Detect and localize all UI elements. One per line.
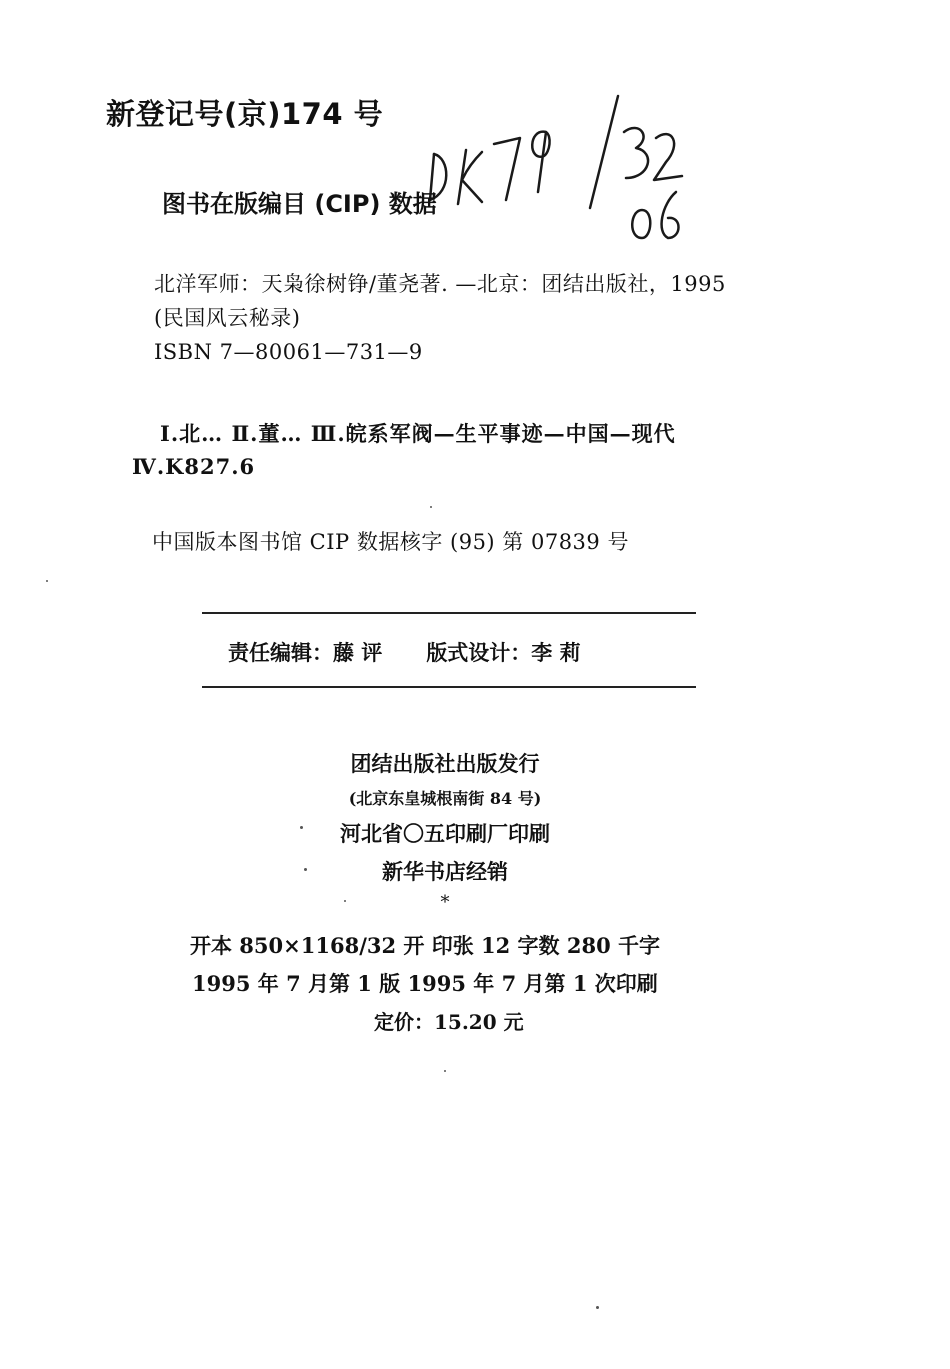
cip-classification-line: Ⅳ.K827.6 (132, 454, 256, 479)
cip-approval-line: 中国版本图书馆 CIP 数据核字 (95) 第 07839 号 (152, 530, 629, 554)
cip-series-line: (民国风云秘录) (154, 306, 301, 330)
scan-speck (344, 900, 346, 902)
publisher-line: 团结出版社出版发行 (350, 751, 540, 776)
printer-line: 河北省〇五印刷厂印刷 (340, 821, 550, 846)
divider-top (202, 612, 696, 614)
cip-title-line: 北洋军师：天枭徐树铮/董尧著. —北京：团结出版社，1995 (154, 272, 726, 296)
cip-subject-line: Ⅰ.北… Ⅱ.董… Ⅲ.皖系军阀—生平事迹—中国—现代 (160, 421, 676, 446)
scan-speck (444, 1070, 446, 1072)
scan-speck (300, 826, 303, 829)
scan-speck (430, 506, 432, 508)
cip-heading: 图书在版编目 (CIP) 数据 (162, 190, 437, 218)
cip-isbn-line: ISBN 7—80061—731—9 (154, 340, 423, 364)
editors-line (228, 637, 581, 667)
responsible-editor: 责任编辑：藤 评 (228, 641, 383, 665)
scan-speck (46, 580, 48, 582)
edition-line: 1995 年 7 月第 1 版 1995 年 7 月第 1 次印刷 (192, 971, 658, 996)
divider-bottom (202, 686, 696, 688)
distributor-line: 新华书店经销 (382, 859, 508, 884)
scan-speck (596, 1306, 599, 1309)
format-line: 开本 850×1168/32 开 印张 12 字数 280 千字 (190, 933, 661, 958)
layout-designer: 版式设计：李 莉 (426, 641, 581, 665)
separator-star: * (440, 892, 450, 913)
price-line: 定价：15.20 元 (374, 1010, 524, 1034)
publisher-address: (北京东皇城根南街 84 号) (348, 789, 542, 808)
scan-speck (304, 868, 307, 871)
registration-number: 新登记号(京)174 号 (106, 97, 384, 131)
handwritten-note (420, 92, 700, 242)
